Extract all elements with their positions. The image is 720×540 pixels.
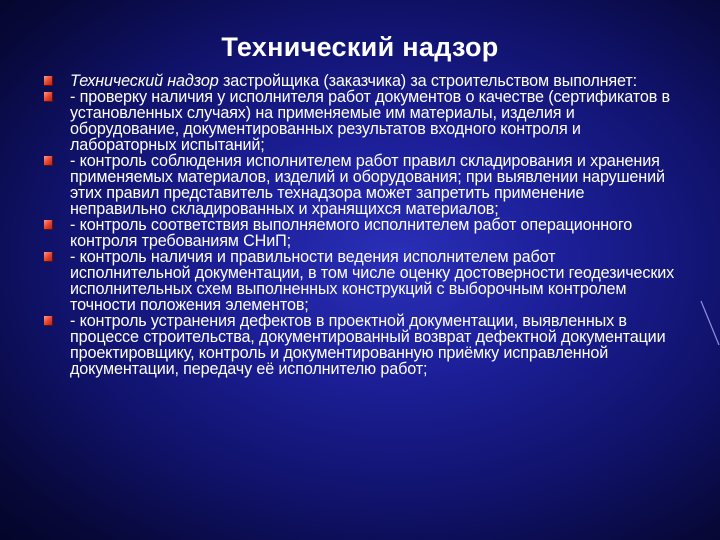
slide-title: Технический надзор bbox=[221, 32, 499, 62]
bullet-text: - контроль устранения дефектов в проектной документации, выявленных в процессе строительства, документированный возврат дефектной документации проектировщику, контроль и документированную приёмку исправленной документации, передачу её исполнителю работ; bbox=[70, 312, 666, 378]
bullet-square-icon bbox=[44, 156, 53, 166]
bullet-text: - проверку наличия у исполнителя работ документов о качестве (сертификатов в установленных случаях) на применяемые им материалы, изделия и оборудование, документированных результатов входного контроля и лабораторных испытаний; bbox=[70, 88, 670, 154]
bullet-square-icon bbox=[44, 220, 53, 230]
bullet-item-4 bbox=[40, 217, 680, 249]
bullet-item-2 bbox=[40, 89, 680, 153]
bullet-lead-text: Технический надзор bbox=[70, 72, 219, 90]
bullet-list bbox=[40, 73, 680, 377]
bullet-text: - контроль соблюдения исполнителем работ правил складирования и хранения применяемых материалов, изделий и оборудования; при выявлении нарушений этих правил представитель технадзора может запретить применение неправильно складированных и хранящихся материалов; bbox=[70, 152, 665, 218]
decorative-line bbox=[700, 300, 720, 346]
bullet-square-icon bbox=[44, 92, 53, 102]
bullet-item-5 bbox=[40, 249, 680, 313]
bullet-square-icon bbox=[44, 316, 53, 326]
bullet-square-icon bbox=[44, 252, 53, 262]
bullet-square-icon bbox=[44, 76, 53, 86]
bullet-text: - контроль соответствия выполняемого исполнителем работ операционного контроля требованиям СНиП; bbox=[70, 216, 633, 250]
bullet-item-6 bbox=[40, 313, 680, 377]
bullet-item-1 bbox=[40, 73, 680, 89]
bullet-item-3 bbox=[40, 153, 680, 217]
bullet-text: застройщика (заказчика) за строительством выполняет: bbox=[218, 72, 637, 90]
bullet-text: - контроль наличия и правильности ведения исполнителем работ исполнительной документации, в том числе оценку достоверности геодезических исполнительных схем выполненных конструкций с выборочным контролем точности положения элементов; bbox=[70, 248, 675, 314]
